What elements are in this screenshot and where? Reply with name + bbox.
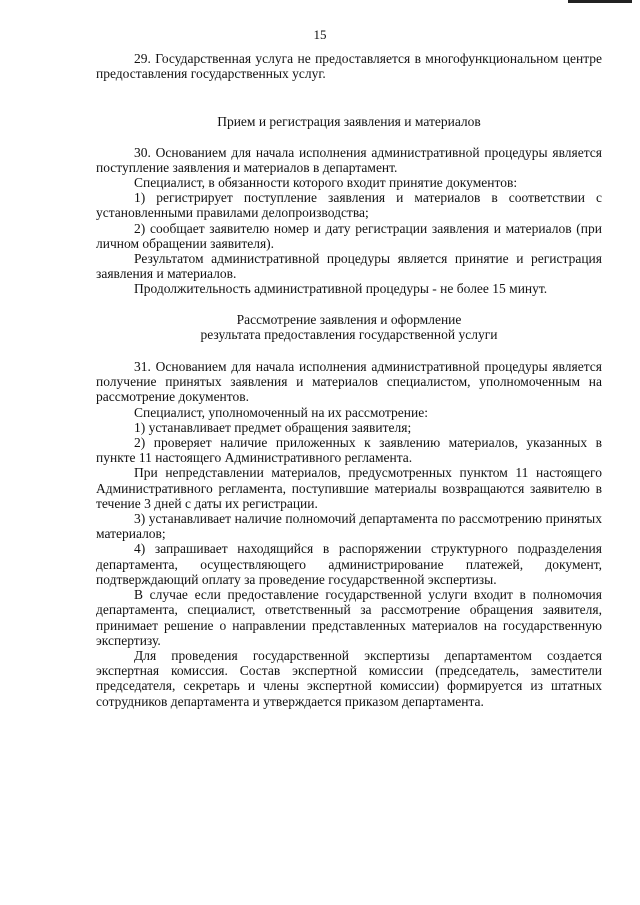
- paragraph: Специалист, в обязанности которого входит принятие документов:: [134, 175, 518, 191]
- paragraph: 2) сообщает заявителю номер и дату регистрации заявления и материалов (при личном обращении заявителя).: [96, 220, 602, 251]
- paragraph: 1) регистрирует поступление заявления и материалов в соответствии с установленными правилами делопроизводства;: [96, 190, 602, 221]
- section-heading-line: Рассмотрение заявления и оформление: [236, 311, 462, 327]
- paragraph: В случае если предоставление государственной услуги входит в полномочия департамента, специалист, ответственный за рассмотрение обращения заявителя, принимает решение о направлении представленных материалов на государственную экспертизу.: [96, 587, 602, 648]
- paragraph: 4) запрашивает находящийся в распоряжении структурного подразделения департамента, осуществляющего администрирование платежей, документ, подтверждающий оплату за проведение государственной экспертизы.: [96, 541, 602, 587]
- paragraph: Специалист, уполномоченный на их рассмотрение:: [134, 404, 428, 420]
- page-number: 15: [313, 27, 327, 42]
- document-body: [96, 51, 602, 709]
- paragraph: 2) проверяет наличие приложенных к заявлению материалов, указанных в пункте 11 настоящего Административного регламента.: [96, 435, 602, 466]
- section-heading-line: результата предоставления государственной услуги: [200, 326, 498, 342]
- section-29: [96, 51, 602, 81]
- paragraph: 30. Основанием для начала исполнения административной процедуры является поступление заявления и материалов в департамент.: [96, 144, 602, 175]
- paragraph: 1) устанавливает предмет обращения заявителя;: [134, 419, 412, 435]
- paragraph: 3) устанавливает наличие полномочий департамента по рассмотрению принятых материалов;: [96, 511, 602, 542]
- section-heading: [96, 312, 602, 342]
- section-31: [96, 359, 602, 709]
- paragraph: Результатом административной процедуры является принятие и регистрация заявления и материалов.: [96, 251, 602, 282]
- paragraph: 31. Основанием для начала исполнения административной процедуры является получение принятых заявления и материалов специалистом, уполномоченным на рассмотрение документов.: [96, 359, 602, 405]
- paragraph: Продолжительность административной процедуры - не более 15 минут.: [134, 281, 548, 297]
- paragraph: 29. Государственная услуга не предоставляется в многофункциональном центре предоставления государственных услуг.: [96, 51, 602, 82]
- scan-edge-mark: [568, 0, 632, 3]
- paragraph: При непредставлении материалов, предусмотренных пунктом 11 настоящего Административного регламента, поступившие материалы возвращаются заявителю в течение 3 дней с даты их регистрации.: [96, 465, 602, 511]
- section-30: [96, 145, 602, 297]
- section-heading: Прием и регистрация заявления и материалов: [217, 114, 481, 130]
- paragraph: Для проведения государственной экспертизы департаментом создается экспертная комиссия. Состав экспертной комиссии (председатель, заместители председателя, секретарь и члены экспертной комиссии) формируется из штатных сотрудников департамента и утверждается приказом департамента.: [96, 647, 602, 709]
